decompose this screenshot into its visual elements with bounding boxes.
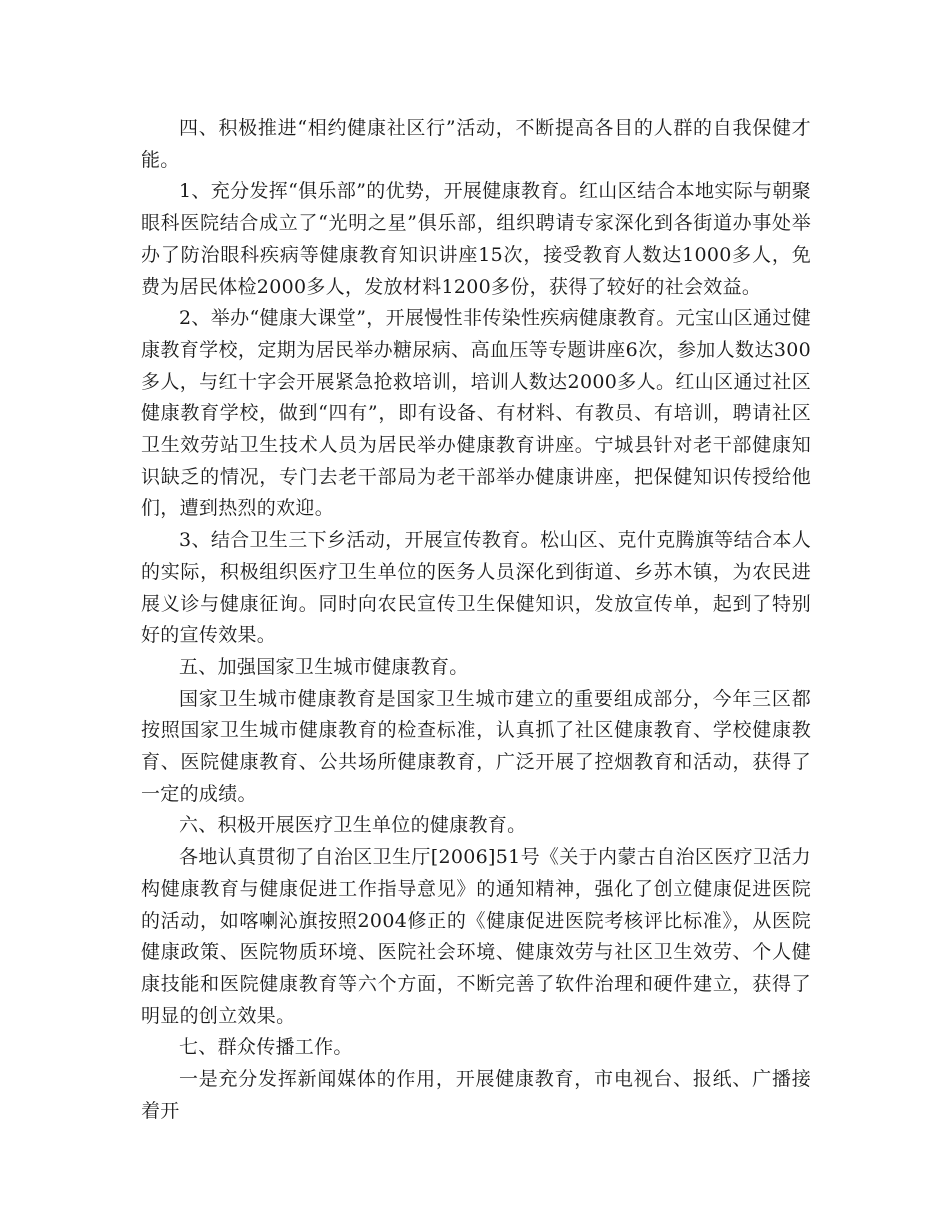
paragraph-media: 一是充分发挥新闻媒体的作用，开展健康教育，市电视台、报纸、广播接着开 <box>141 1068 811 1122</box>
section-heading-6: 六、积极开展医疗卫生单位的健康教育。 <box>179 814 527 837</box>
paragraph-sanitary-city: 国家卫生城市健康教育是国家卫生城市建立的重要组成部分，今年三区都按照国家卫生城市健康教育的检查标准，认真抓了社区健康教育、学校健康教育、医院健康教育、公共场所健康教育，广泛开展了控烟教育和活动，获得了一定的成绩。 <box>141 687 811 805</box>
document-body <box>141 113 811 1128</box>
paragraph-rural-outreach: 3、结合卫生三下乡活动，开展宣传教育。松山区、克什克腾旗等结合本人的实际，积极组织医疗卫生单位的医务人员深化到街道、乡苏木镇，为农民进展义诊与健康征询。同时向农民宣传卫生保健知识，发放宣传单，起到了特别好的宣传效果。 <box>141 529 811 647</box>
paragraph-hospital-promotion: 各地认真贯彻了自治区卫生厅[2006]51号《关于内蒙古自治区医疗卫活力构健康教育与健康促进工作指导意见》的通知精神，强化了创立健康促进医院的活动，如喀喇沁旗按照2004修正的《健康促进医院考核评比标准》，从医院健康政策、医院物质环境、医院社会环境、健康效劳与社区卫生效劳、个人健康技能和医院健康教育等六个方面，不断完善了软件治理和硬件建立，获得了明显的创立效果。 <box>141 846 811 1027</box>
section-heading-5: 五、加强国家卫生城市健康教育。 <box>179 655 469 678</box>
section-heading-4: 四、积极推进“相约健康社区行”活动，不断提高各目的人群的自我保健才能。 <box>141 117 811 171</box>
section-heading-7: 七、群众传播工作。 <box>179 1036 353 1059</box>
paragraph-health-classroom: 2、举办“健康大课堂”，开展慢性非传染性疾病健康教育。元宝山区通过健康教育学校，定期为居民举办糖尿病、高血压等专题讲座6次，参加人数达300多人，与红十字会开展紧急抢救培训，培训人数达2000多人。红山区通过社区健康教育学校，做到“四有”，即有设备、有材料、有教员、有培训，聘请社区卫生效劳站卫生技术人员为居民举办健康教育讲座。宁城县针对老干部健康知识缺乏的情况，专门去老干部局为老干部举办健康讲座，把保健知识传授给他们，遭到热烈的欢迎。 <box>141 307 811 520</box>
paragraph-club-education: 1、充分发挥“俱乐部”的优势，开展健康教育。红山区结合本地实际与朝聚眼科医院结合成立了“光明之星”俱乐部，组织聘请专家深化到各街道办事处举办了防治眼科疾病等健康教育知识讲座15次，接受教育人数达1000多人，免费为居民体检2000多人，发放材料1200多份，获得了较好的社会效益。 <box>141 180 811 298</box>
